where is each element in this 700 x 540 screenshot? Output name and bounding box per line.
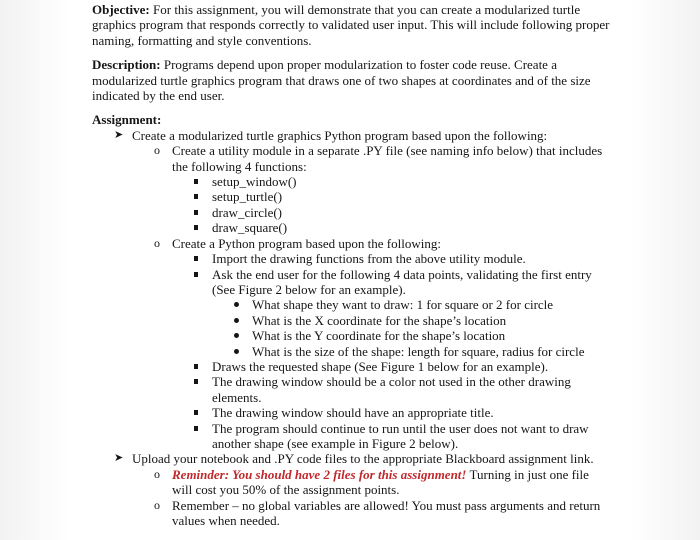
function-name: setup_turtle() bbox=[212, 189, 283, 205]
list-item bbox=[92, 267, 612, 298]
list-item bbox=[92, 421, 612, 452]
square-bullet-icon bbox=[194, 256, 198, 261]
list-item bbox=[92, 236, 612, 251]
data-point-text: What is the size of the shape: length for square, radius for circle bbox=[252, 343, 585, 359]
list-item bbox=[92, 328, 612, 343]
round-bullet-icon bbox=[234, 349, 239, 354]
data-point-text: What shape they want to draw: 1 for square or 2 for circle bbox=[252, 297, 554, 313]
list-item bbox=[92, 374, 612, 405]
list-item bbox=[92, 313, 612, 328]
list-item bbox=[92, 498, 612, 529]
remember-text: Remember – no global variables are allowed! You must pass arguments and return values when needed. bbox=[172, 497, 601, 528]
assignment-heading: Assignment: bbox=[92, 112, 162, 128]
arrow-bullet-icon: ➤ bbox=[114, 452, 124, 465]
description-paragraph bbox=[92, 57, 612, 103]
utility-module-text: Create a utility module in a separate .PY file (see naming info below) that includes the following 4 functions: bbox=[172, 143, 603, 174]
upload-text: Upload your notebook and .PY code files to the appropriate Blackboard assignment link. bbox=[132, 451, 594, 467]
round-bullet-icon bbox=[234, 318, 239, 323]
function-name: draw_square() bbox=[212, 220, 288, 236]
square-bullet-icon bbox=[194, 364, 198, 369]
requirement-text: Draws the requested shape (See Figure 1 below for an example). bbox=[212, 358, 549, 374]
list-item bbox=[92, 205, 612, 220]
square-bullet-icon bbox=[194, 426, 198, 431]
requirement-text: The drawing window should be a color not used in the other drawing elements. bbox=[212, 374, 571, 405]
objective-text: For this assignment, you will demonstrate that you can create a modularized turtle graphics program that responds correctly to validated user input. This will include following proper naming, formatting and style conventions. bbox=[92, 2, 610, 48]
list-item bbox=[92, 297, 612, 312]
circle-bullet-icon: o bbox=[154, 466, 160, 481]
list-item bbox=[92, 451, 612, 466]
square-bullet-icon bbox=[194, 225, 198, 230]
list-item bbox=[92, 251, 612, 266]
list-item bbox=[92, 128, 612, 143]
objective-paragraph bbox=[92, 2, 612, 48]
requirement-text: The program should continue to run until the user does not want to draw another shape (see example in Figure 2 below). bbox=[212, 420, 589, 451]
circle-bullet-icon: o bbox=[154, 143, 160, 158]
list-item bbox=[92, 174, 612, 189]
square-bullet-icon bbox=[194, 272, 198, 277]
item1-text: Create a modularized turtle graphics Python program based upon the following: bbox=[132, 127, 548, 143]
list-item bbox=[92, 405, 612, 420]
requirement-text: Ask the end user for the following 4 data points, validating the first entry (See Figure 2 below for an example). bbox=[212, 266, 592, 297]
circle-bullet-icon: o bbox=[154, 235, 160, 250]
list-item bbox=[92, 344, 612, 359]
square-bullet-icon bbox=[194, 179, 198, 184]
data-point-text: What is the X coordinate for the shape’s location bbox=[252, 312, 507, 328]
circle-bullet-icon: o bbox=[154, 497, 160, 512]
description-label: Description: bbox=[92, 57, 161, 73]
description-text: Programs depend upon proper modularization to foster code reuse. Create a modularized turtle graphics program that draws one of two shapes at coordinates and of the size indicated by the end user. bbox=[92, 57, 591, 104]
square-bullet-icon bbox=[194, 210, 198, 215]
list-item bbox=[92, 189, 612, 204]
list-item bbox=[92, 467, 612, 498]
objective-label: Objective: bbox=[92, 2, 150, 17]
python-program-text: Create a Python program based upon the following: bbox=[172, 235, 441, 251]
function-name: draw_circle() bbox=[212, 204, 283, 220]
list-item bbox=[92, 220, 612, 235]
square-bullet-icon bbox=[194, 194, 198, 199]
function-name: setup_window() bbox=[212, 174, 297, 190]
data-point-text: What is the Y coordinate for the shape’s location bbox=[252, 328, 506, 344]
requirement-text: Import the drawing functions from the above utility module. bbox=[212, 251, 526, 267]
assignment-document bbox=[92, 2, 612, 528]
round-bullet-icon bbox=[234, 302, 239, 307]
arrow-bullet-icon: ➤ bbox=[114, 128, 124, 141]
round-bullet-icon bbox=[234, 333, 239, 338]
square-bullet-icon bbox=[194, 379, 198, 384]
list-item bbox=[92, 143, 612, 174]
reminder-label: Reminder: You should have 2 files for this assignment! bbox=[172, 466, 467, 482]
requirement-text: The drawing window should have an appropriate title. bbox=[212, 405, 494, 421]
list-item bbox=[92, 359, 612, 374]
square-bullet-icon bbox=[194, 410, 198, 415]
reminder-text: Turning in just one file will cost you 50% of the assignment points. bbox=[172, 466, 589, 498]
